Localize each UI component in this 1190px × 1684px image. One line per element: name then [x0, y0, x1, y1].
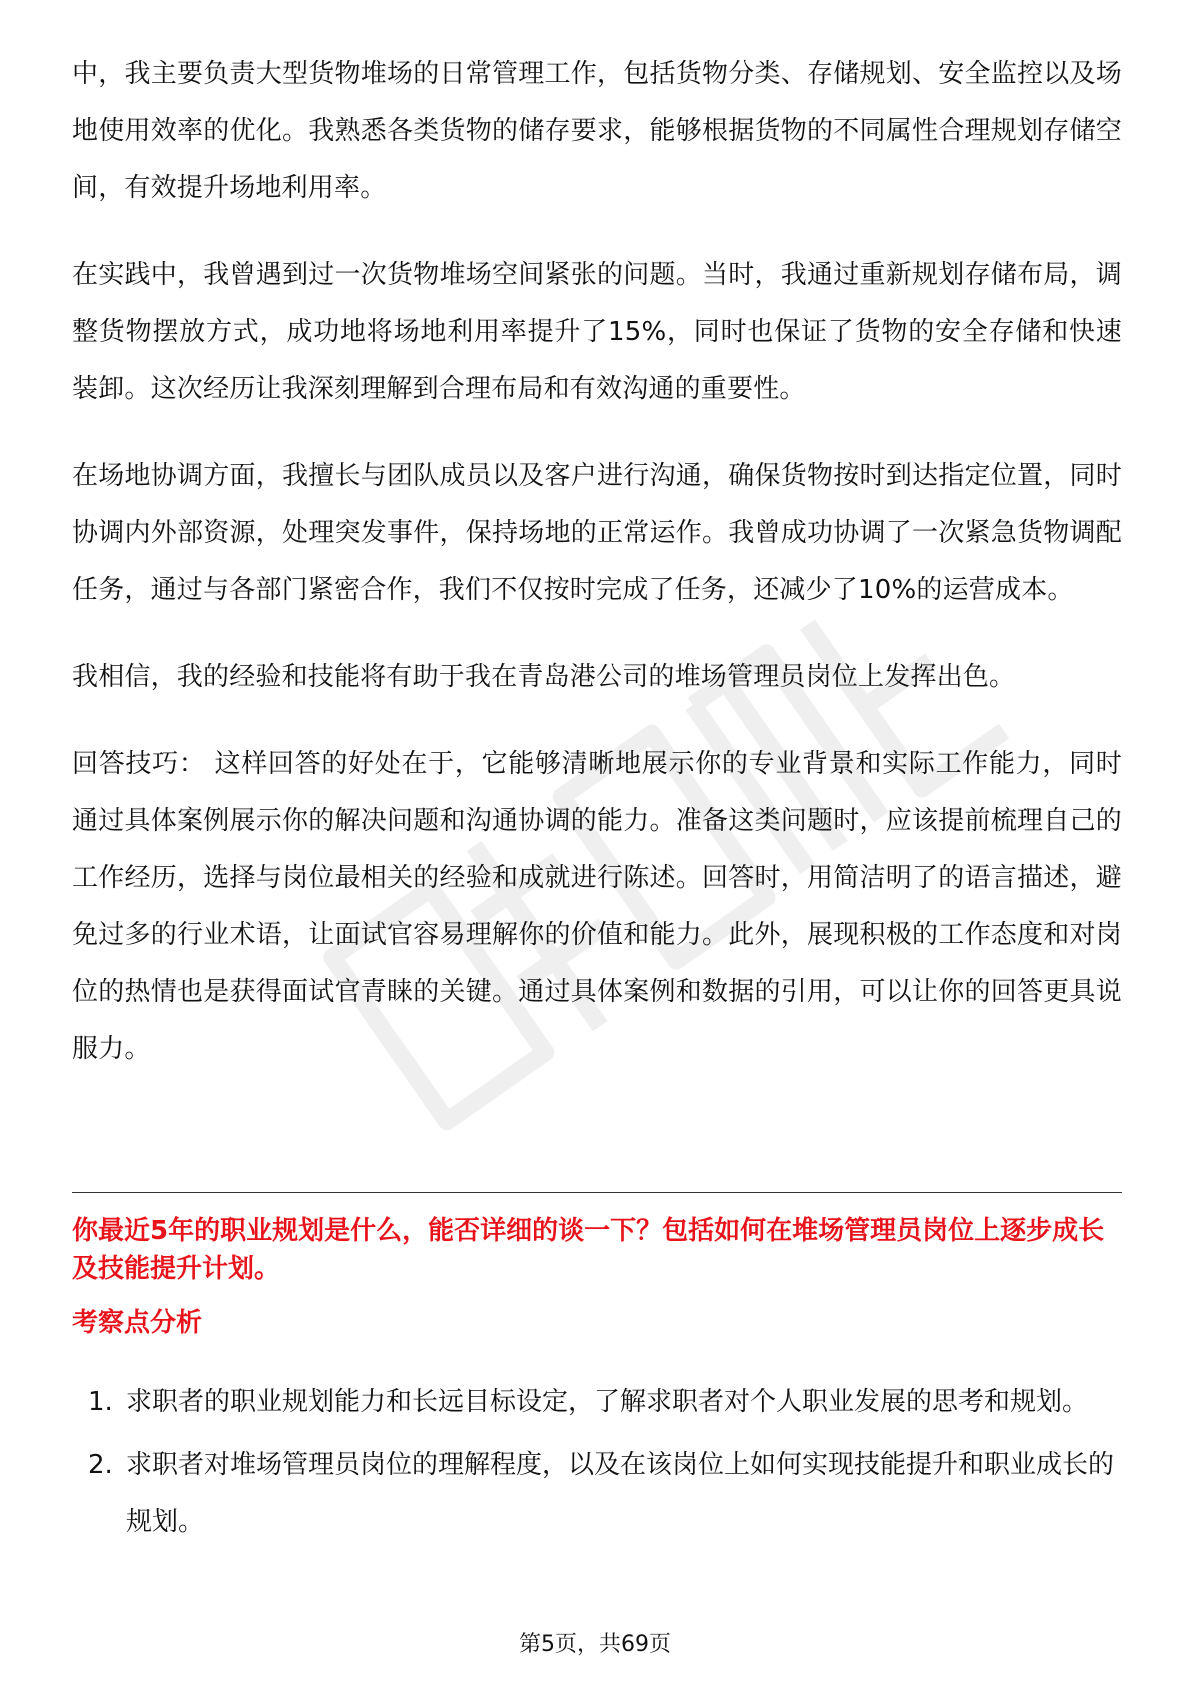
list-item-text: 求职者对堆场管理员岗位的理解程度，以及在该岗位上如何实现技能提升和职业成长的规划。	[126, 1450, 1115, 1537]
paragraph-confidence: 我相信，我的经验和技能将有助于我在青岛港公司的堆场管理员岗位上发挥出色。	[72, 662, 1016, 692]
interview-question: 你最近5年的职业规划是什么，能否详细的谈一下？包括如何在堆场管理员岗位上逐步成长及技能提升计划。	[72, 1216, 1105, 1284]
analysis-points-list	[72, 1374, 1122, 1557]
list-item-number: 2.	[88, 1450, 113, 1480]
analysis-heading: 考察点分析	[72, 1308, 203, 1338]
list-item-text: 求职者的职业规划能力和长远目标设定，了解求职者对个人职业发展的思考和规划。	[126, 1387, 1089, 1417]
main-content	[72, 46, 1122, 1108]
section-divider	[72, 1192, 1122, 1193]
paragraph-answer-tips: 回答技巧： 这样回答的好处在于，它能够清晰地展示你的专业背景和实际工作能力，同时通过具体案例展示你的解决问题和沟通协调的能力。准备这类问题时，应该提前梳理自己的工作经历，选择与岗位最相关的经验和成就进行陈述。回答时，用简洁明了的语言描述，避免过多的行业术语，让面试官容易理解你的价值和能力。此外，展现积极的工作态度和对岗位的热情也是获得面试官青睐的关键。通过具体案例和数据的引用，可以让你的回答更具说服力。	[72, 749, 1123, 1064]
list-item-number: 1.	[88, 1387, 113, 1417]
paragraph-experience: 中，我主要负责大型货物堆场的日常管理工作，包括货物分类、存储规划、安全监控以及场地使用效率的优化。我熟悉各类货物的储存要求，能够根据货物的不同属性合理规划存储空间，有效提升场地利用率。	[72, 59, 1122, 203]
page-number-footer: 第5页，共69页	[519, 1632, 671, 1657]
paragraph-coordination: 在场地协调方面，我擅长与团队成员以及客户进行沟通，确保货物按时到达指定位置，同时协调内外部资源，处理突发事件，保持场地的正常运作。我曾成功协调了一次紧急货物调配任务，通过与各部门紧密合作，我们不仅按时完成了任务，还减少了10%的运营成本。	[72, 461, 1122, 605]
list-item	[72, 1437, 1122, 1551]
paragraph-practice: 在实践中，我曾遇到过一次货物堆场空间紧张的问题。当时，我通过重新规划存储布局，调整货物摆放方式，成功地将场地利用率提升了15%，同时也保证了货物的安全存储和快速装卸。这次经历让我深刻理解到合理布局和有效沟通的重要性。	[72, 260, 1122, 404]
list-item	[72, 1374, 1122, 1431]
